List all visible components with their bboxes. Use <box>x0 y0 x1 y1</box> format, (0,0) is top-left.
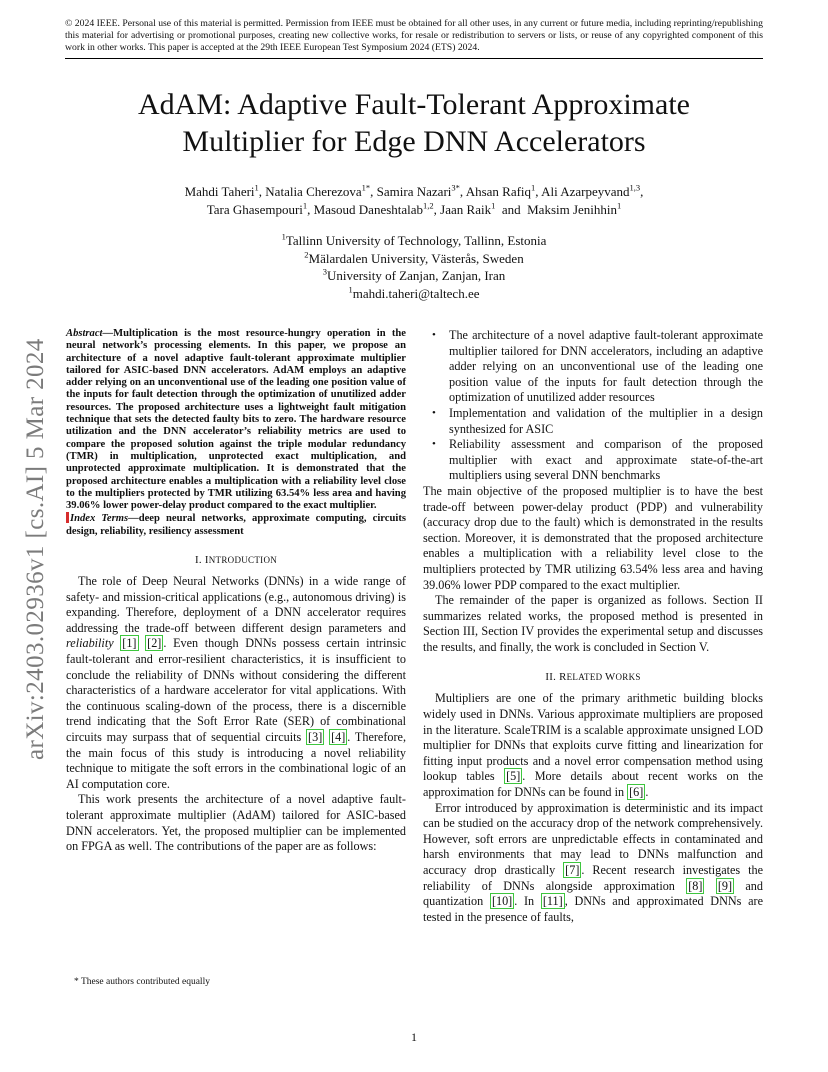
contribution-list <box>423 328 763 484</box>
related-paragraph-1: Multipliers are one of the primary arithmetic building blocks widely used in DNNs. Various approximate multipliers are proposed in the literature. ScaleTRIM is a scalable approximate unsigned LOD multiplier for DNNs that exploits curve fitting and linearization for fitting input products and a novel error compensation method using lookup tables [5] . More details about recent works on the approximation for DNNs can be found in [6] . <box>423 691 763 800</box>
affiliation-list <box>60 232 768 302</box>
title-line-2: Multiplier for Edge DNN Accelerators <box>182 125 646 158</box>
intro-paragraph-1: The role of Deep Neural Networks (DNNs) in a wide range of safety- and mission-critical applications (e.g., autonomous driving) is expanding. Therefore, deployment of a DNN accelerator requires addressing the trade-off between different design parameters and reliability [1] [2] . Even though DNNs possess certain intrinsic fault-tolerant and error-resilient characteristics, it is insufficient to conclude the reliability of DNNs without considering the different characteristics of a hardware accelerator for vital applications. With the continuous scaling-down of the process, there is a discernible trend indicating that the Soft Error Rate (SER) of combinational circuits may surpass that of sequential circuits [3] [4] . Therefore, the main focus of this study is introducing a novel reliability technique to mitigate the soft errors in the combinational logic of an AI computation core. <box>66 574 407 791</box>
list-item: • Reliability assessment and comparison of the proposed multiplier with exact and approximate state-of-the-art multipliers using several DNN benchmarks <box>423 437 763 484</box>
author-sup: 1,2 <box>423 200 434 211</box>
author-sup: 3* <box>451 182 460 193</box>
abstract <box>66 328 406 512</box>
author-name: Mahdi Taheri <box>184 184 255 199</box>
citation-link[interactable]: [5] <box>506 769 521 784</box>
citation-link[interactable]: [1] <box>122 636 137 651</box>
arxiv-stamp[interactable]: arXiv:2403.02936v1 [cs.AI] 5 Mar 2024 <box>22 338 49 760</box>
affiliation: $^2$Mälardalen University, Västerås, Sweden <box>304 249 524 266</box>
author-sup: 1,3 <box>629 182 641 193</box>
author-list: Mahdi Taheri$^1$, Natalia Cherezova$^{1*}$, Samira Nazari$^{3*}$, Ahsan Rafiq$^1$, Ali Azarpeyvand$^{1,3}$, Tara Ghasempouri$^1$, Masoud Daneshtalab$^{1,2}$, Jaan Raik$^1$ and Maksim Jenihhin$^1$ <box>184 182 644 217</box>
list-item: • Implementation and validation of the multiplier in a design synthesized for ASIC <box>423 406 763 437</box>
author-name: Maksim Jenihhin <box>527 202 618 217</box>
author-name: Ahsan Rafiq <box>465 184 532 199</box>
author-name: Tara Ghasempouri <box>206 202 303 217</box>
author-sup: 1 <box>531 182 536 193</box>
author-name: Ali Azarpeyvand <box>541 184 630 199</box>
citation-link[interactable]: [3] <box>308 729 323 744</box>
author-name: Samira Nazari <box>376 184 452 199</box>
citation-link[interactable]: [7] <box>565 863 580 877</box>
author-name: Jaan Raik <box>440 202 492 217</box>
copyright-notice: © 2024 IEEE. Personal use of this material is permitted. Permission from IEEE must be obtained for all other uses, in any current or future media, including reprinting/republishing this material for advertising or promotional purposes, creating new collective works, for resale or redistribution to servers or lists, or reuse of any copyrighted component of this work in other works. This paper is accepted at the 29th IEEE European Test Symposium 2024 (ETS) 2024. <box>65 18 763 59</box>
affiliation: $^1$Tallinn University of Technology, Tallinn, Estonia <box>281 231 547 248</box>
index-terms <box>66 512 406 538</box>
author-sup: 1 <box>254 182 259 193</box>
contact-email: $^1$mahdi.taheri@taltech.ee <box>348 284 480 301</box>
citation-link[interactable]: [6] <box>629 785 644 800</box>
list-item: • The architecture of a novel adaptive fault-tolerant approximate multiplier tailored for DNN accelerators, including an adaptive adder relying on an unconventional use of the leading one position value of the inputs for fault detection through the optimization of unutilized adder resources <box>423 328 763 406</box>
author-sup: 1* <box>361 182 371 193</box>
index-terms-text: —deep neural networks, approximate computing, circuits design, reliability, resiliency assessment <box>66 513 406 537</box>
abstract-label: Abstract <box>66 328 103 339</box>
page-number: 1 <box>411 1030 417 1044</box>
index-terms-label: Index Terms <box>70 513 129 525</box>
intro-paragraph-2: This work presents the architecture of a novel adaptive fault-tolerant approximate multiplier (AdAM) tailored for ASIC-based DNN accelerators. Yet, the proposed multiplier can be implemented on FPGA as well. The contributions of the paper are as follows: <box>66 792 406 854</box>
related-paragraph-2: Error introduced by approximation is deterministic and its impact can be studied on the accuracy drop of the network comprehensively. However, soft errors are unpredictable effects in contaminated and harsh environments that may lead to DNNs malfunction and accuracy drop drastically [7] . Recent research investigates the reliability of DNNs alongside approximation [8] [9] and quantization [10] . In [11] , DNNs and approximated DNNs are tested in the presence of faults, <box>423 800 763 924</box>
footnote: * These authors contributed equally <box>74 977 210 987</box>
citation-link[interactable]: [2] <box>147 636 162 651</box>
citation-link[interactable]: [11] <box>542 894 563 909</box>
objective-paragraph: The main objective of the proposed multiplier is to have the best trade-off between power-delay product (PDP) and vulnerability (accuracy drop due to the fault) which is demonstrated in the results section. Moreover, it is demonstrated that the proposed architecture enables a multiplication with a reliability level close to the multipliers protected by TMR utilizing 63.54% less area and having 39.06% lower PDP compared to the exact multiplier. <box>423 483 763 592</box>
author-sup: 1 <box>302 200 308 211</box>
citation-link[interactable]: [9] <box>717 878 733 893</box>
author-sup: 1 <box>491 200 496 211</box>
title-line-1: AdAM: Adaptive Fault-Tolerant Approximate <box>138 88 690 121</box>
annotation-marker-icon[interactable] <box>66 512 69 523</box>
citation-link[interactable]: [8] <box>688 878 703 893</box>
citation-link[interactable]: [4] <box>331 729 346 744</box>
affiliation: $^3$University of Zanjan, Zanjan, Iran <box>322 266 506 283</box>
right-column <box>423 328 763 925</box>
author-name: Masoud Daneshtalab <box>313 202 424 217</box>
author-sup: 1 <box>617 200 622 211</box>
section-heading-related-works: II. RELATED WORKS <box>545 671 641 684</box>
citation-link[interactable]: [10] <box>491 894 513 909</box>
abstract-text: —Multiplication is the most resource-hungry operation in the neural network’s processing elements. In this paper, we propose an architecture of a novel adaptive fault-tolerant approximate multiplier tailored for ASIC-based DNN accelerators. AdAM employs an adaptive adder relying on an unconventional use of the leading one position value of the inputs for fault detection through the optimization of unutilized adder resources. The proposed architecture uses a lightweight fault mitigation technique that sets the detected faulty bits to zero. The hardware resource utilization and the DNN accelerator’s reliability metrics are used to compare the proposed solution against the triple modular redundancy (TMR) in multiplication, unprotected exact multiplication, and unprotected approximate multiplication. It is demonstrated that the proposed architecture enables a multiplication with a reliability level close to the multipliers protected by TMR utilizing 63.54% less area and having 39.06% lower power-delay product compared to the exact multiplier. <box>66 328 406 512</box>
section-heading-introduction: I. INTRODUCTION <box>194 554 278 567</box>
organization-paragraph: The remainder of the paper is organized as follows. Section II summarizes related works, the proposed method is presented in Section III, Section IV provides the experimental setup and discusses the results, and finally, the work is concluded in Section V. <box>423 593 763 654</box>
left-column <box>66 328 406 855</box>
paper-title <box>60 86 768 160</box>
author-name: Natalia Cherezova <box>265 184 362 199</box>
